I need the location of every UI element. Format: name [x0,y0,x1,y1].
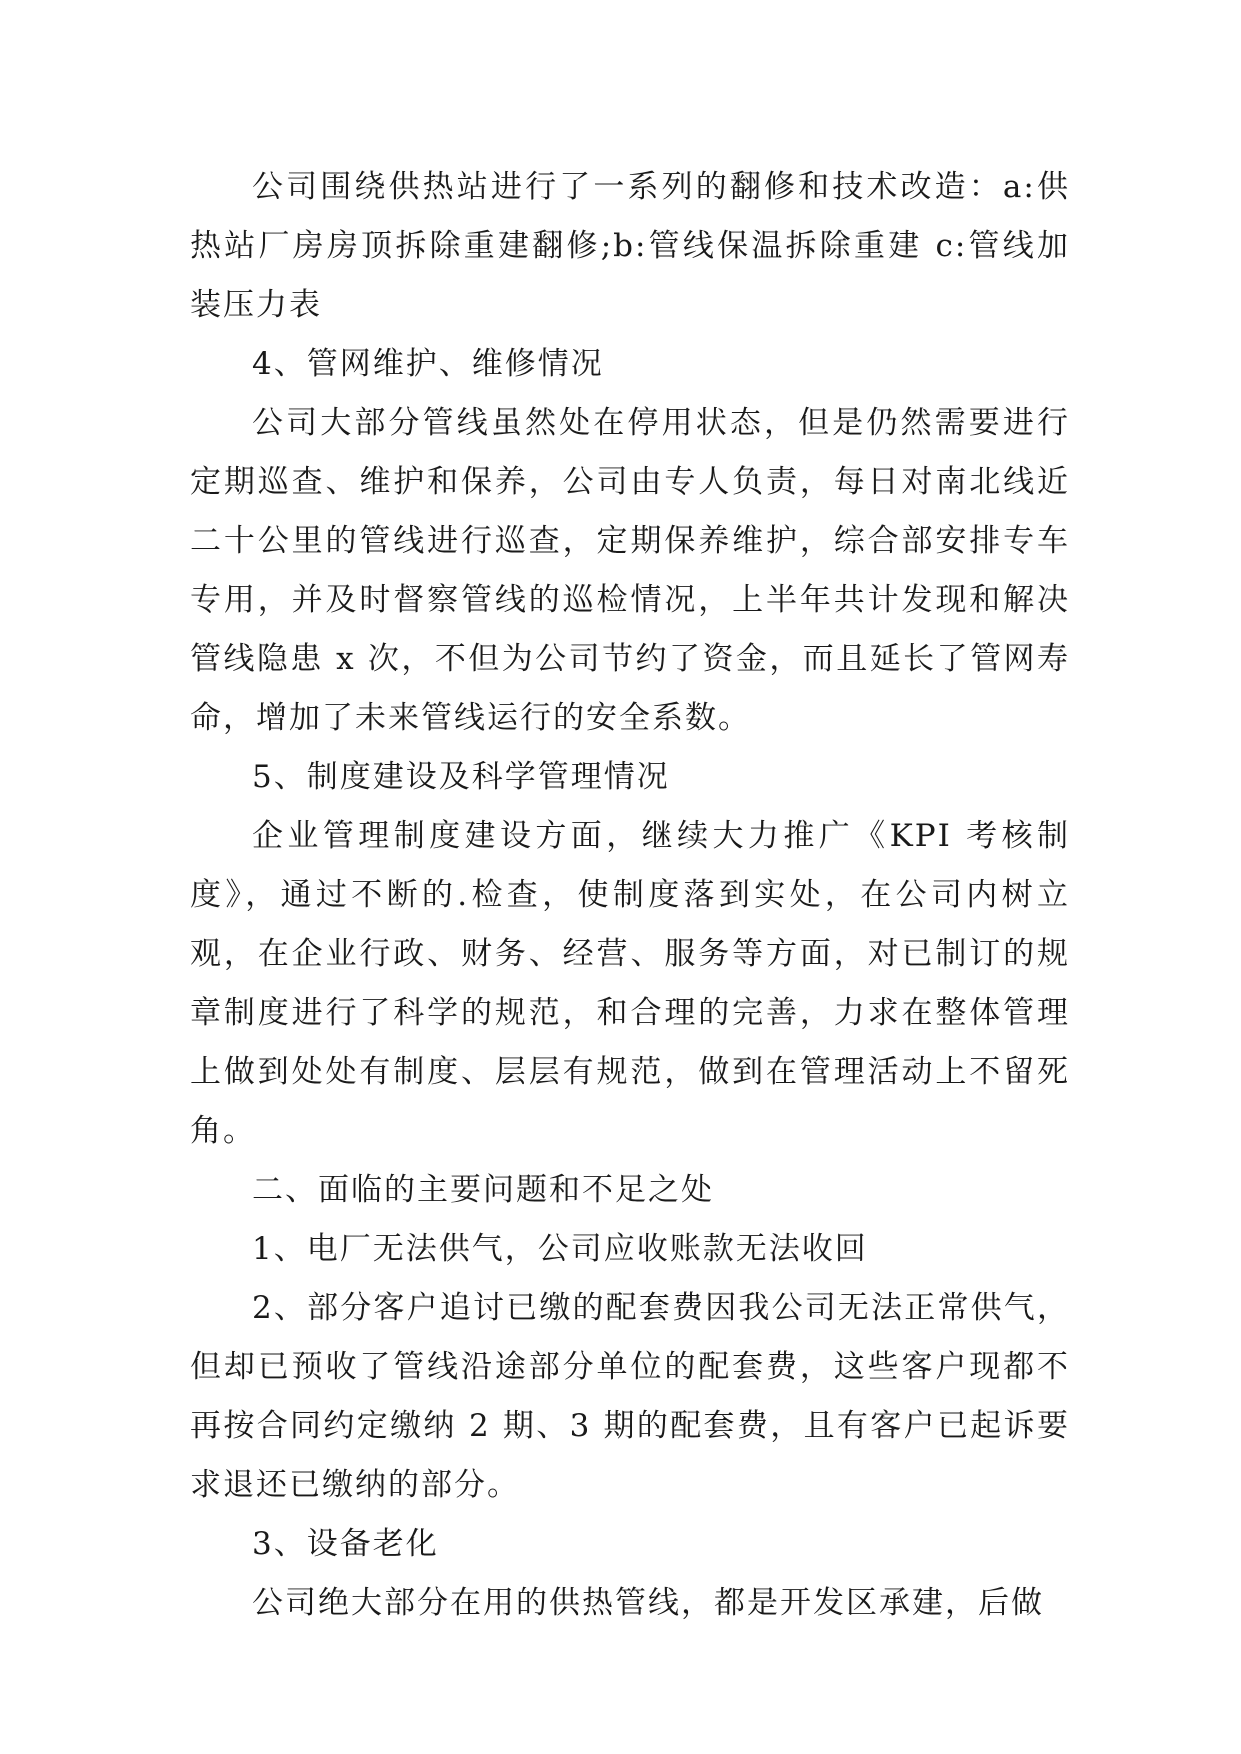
document-body [190,158,1070,1633]
paragraph-equipment-aging: 公司绝大部分在用的供热管线，都是开发区承建，后做 [252,1585,1044,1621]
list-item-problem-2: 2、部分客户追讨已缴的配套费因我公司无法正常供气，但却已预收了管线沿途部分单位的配套费，这些客户现都不再按合同约定缴纳 2 期、3 期的配套费，且有客户已起诉要求退还已缴纳的部分。 [190,1290,1070,1503]
heading-main-problems: 二、面临的主要问题和不足之处 [252,1172,714,1208]
list-item-problem-3: 3、设备老化 [252,1526,439,1562]
list-item-problem-1: 1、电厂无法供气，公司应收账款无法收回 [252,1231,868,1267]
paragraph-pipe-maintenance: 公司大部分管线虽然处在停用状态，但是仍然需要进行定期巡查、维护和保养，公司由专人负责，每日对南北线近二十公里的管线进行巡查，定期保养维护，综合部安排专车专用，并及时督察管线的巡检情况，上半年共计发现和解决管线隐患 x 次，不但为公司节约了资金，而且延长了管网寿命，增加了未来管线运行的安全系数。 [190,405,1070,736]
paragraph-renovation: 公司围绕供热站进行了一系列的翻修和技术改造：a:供热站厂房房顶拆除重建翻修;b:管线保温拆除重建 c:管线加装压力表 [190,169,1070,323]
heading-pipe-maintenance: 4、管网维护、维修情况 [252,346,604,382]
paragraph-system-management: 企业管理制度建设方面，继续大力推广《KPI 考核制度》，通过不断的.检查，使制度落到实处，在公司内树立观，在企业行政、财务、经营、服务等方面，对已制订的规章制度进行了科学的规范，和合理的完善，力求在整体管理上做到处处有制度、层层有规范，做到在管理活动上不留死角。 [190,818,1070,1149]
heading-system-management: 5、制度建设及科学管理情况 [252,759,670,795]
